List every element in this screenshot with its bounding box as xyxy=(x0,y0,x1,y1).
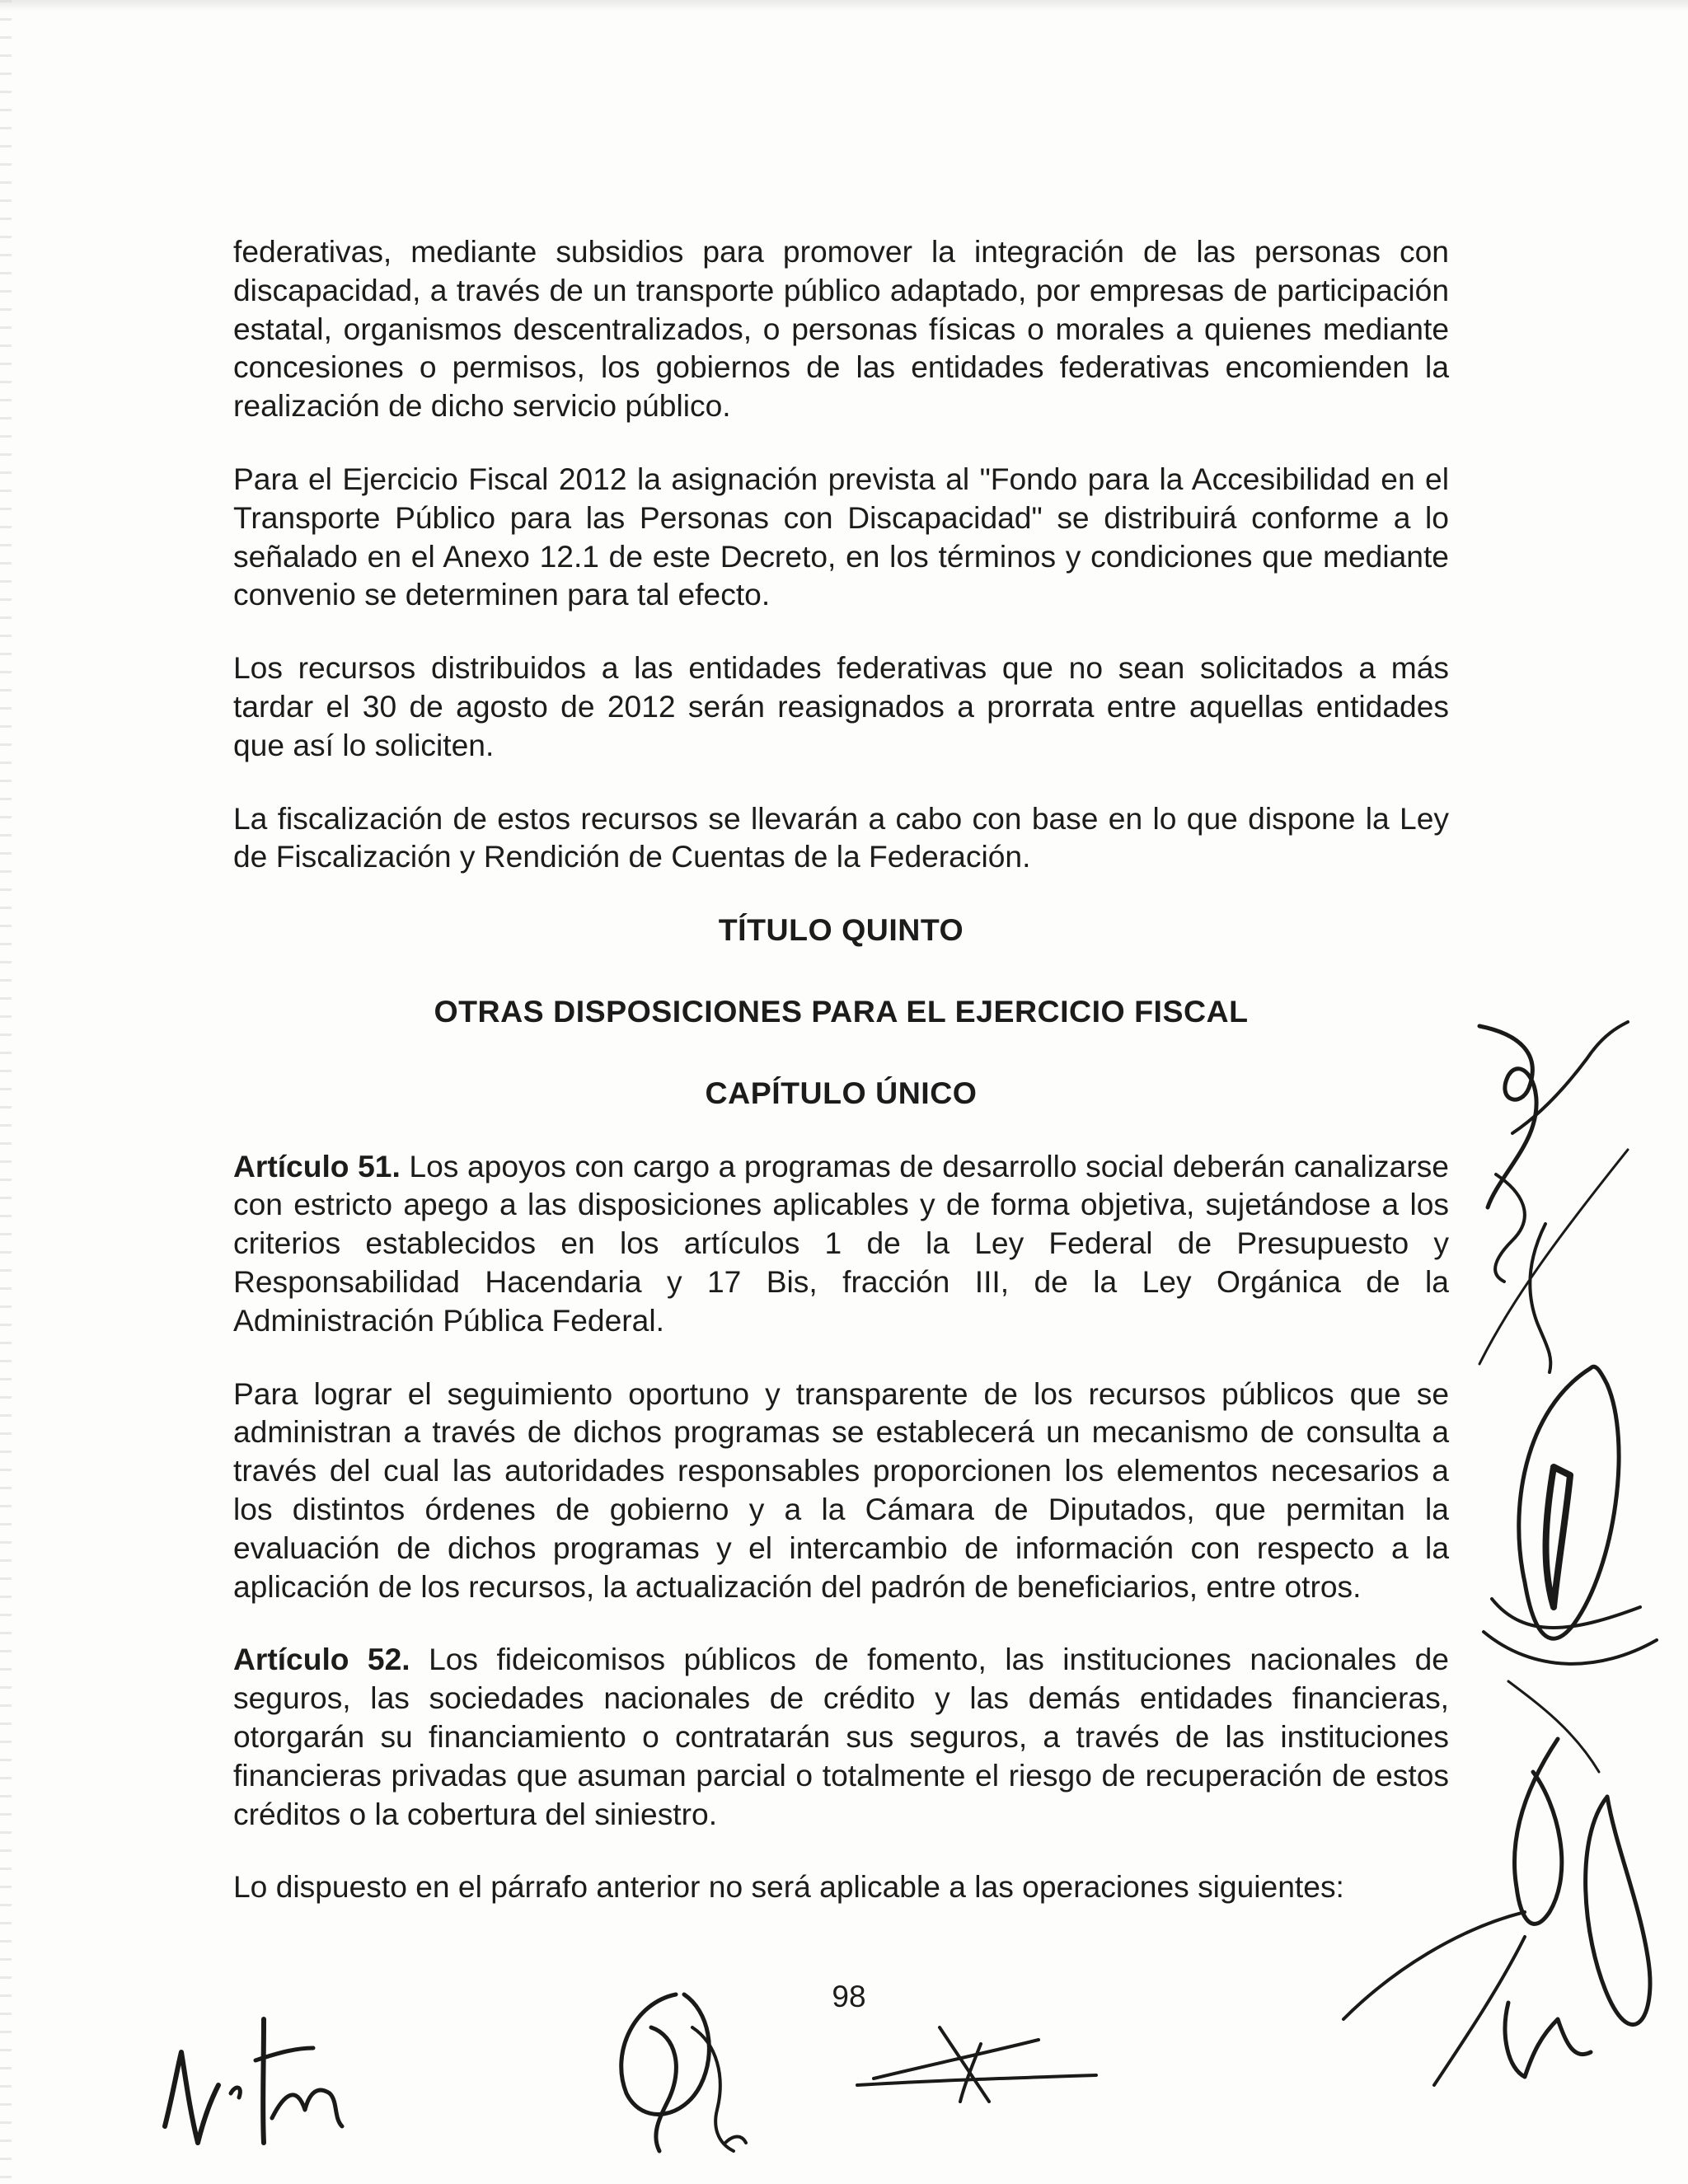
scan-edge-top xyxy=(0,0,1688,12)
article-51-label: Artículo 51. xyxy=(233,1148,401,1183)
scan-edge-left xyxy=(0,0,12,2184)
paragraph-recursos-distribuidos: Los recursos distribuidos a las entidades federativas que no sean solicitados a más tardar el 30 de agosto de 2012 serán reasignados a prorrata entre aquellas entidades que así lo soliciten. xyxy=(233,650,1449,762)
subtitle-heading: OTRAS DISPOSICIONES PARA EL EJERCICIO FISCAL xyxy=(434,993,1249,1029)
document-body xyxy=(233,232,1449,1941)
article-52-label: Artículo 52. xyxy=(233,1642,410,1677)
article-51-paragraph xyxy=(233,1147,1449,1340)
signature-right-lower xyxy=(1311,1722,1665,2110)
article-52-paragraph-2: Lo dispuesto en el párrafo anterior no será aplicable a las operaciones siguientes: xyxy=(233,1869,1344,1905)
signature-right-upper xyxy=(1463,1010,1653,1380)
signature-bottom-center xyxy=(602,1978,775,2168)
article-52-text: Los fideicomisos públicos de fomento, las instituciones nacionales de seguros, las sociedades nacionales de crédito y las demás entidades financieras, otorgarán su financiamiento o contratarán sus seguros, a través de las instituciones financieras privadas que asuman parcial o totalmente el riesgo de recuperación de estos créditos o la cobertura del siniestro. xyxy=(233,1642,1449,1831)
title-heading: TÍTULO QUINTO xyxy=(718,912,964,948)
signature-bottom-center-right xyxy=(849,2019,1121,2110)
paragraph-fiscalizacion: La fiscalización de estos recursos se llevarán a cabo con base en lo que dispone la Ley de Fiscalización y Rendición de Cuentas de la Federación. xyxy=(233,800,1449,874)
paragraph-ejercicio-fiscal: Para el Ejercicio Fiscal 2012 la asignación prevista al "Fondo para la Accesibilidad en el Transporte Público para las Personas con Discapacidad" se distribuirá conforme a lo señalado en el Anexo 12.1 de este Decreto, en los términos y condiciones que mediante convenio se determinen para tal efecto. xyxy=(233,461,1449,612)
initials-bottom-left xyxy=(140,2003,354,2168)
article-51-paragraph-2: Para lograr el seguimiento oportuno y transparente de los recursos públicos que se administran a través de dichos programas se establecerá un mecanismo de consulta a través del cual las autoridades responsables proporcionen los elementos necesarios a los distintos órdenes de gobierno y a la Cámara de Diputados, que permitan la evaluación de dichos programas y el intercambio de información con respecto a la aplicación de los recursos, la actualización del padrón de beneficiarios, entre otros. xyxy=(233,1376,1449,1604)
article-51-text: Los apoyos con cargo a programas de desarrollo social deberán canalizarse con estricto apego a las disposiciones aplicables y de forma objetiva, sujetándose a los criterios establecidos en los artículos 1 de la Ley Federal de Presupuesto y Responsabilidad Hacendaria y 17 Bis, fracción III, de la Ley Orgánica de la Administración Pública Federal. xyxy=(233,1148,1449,1338)
article-52-paragraph xyxy=(233,1640,1449,1833)
page-number: 98 xyxy=(832,1980,866,2013)
chapter-heading: CAPÍTULO ÚNICO xyxy=(705,1075,978,1110)
paragraph-federativas: federativas, mediante subsidios para promover la integración de las personas con discapacidad, a través de un transporte público adaptado, por empresas de participación estatal, organismos descentralizados, o personas físicas o morales a quienes mediante concesiones o permisos, los gobiernos de las entidades federativas encomienden la realización de dicho servicio público. xyxy=(233,234,1449,424)
